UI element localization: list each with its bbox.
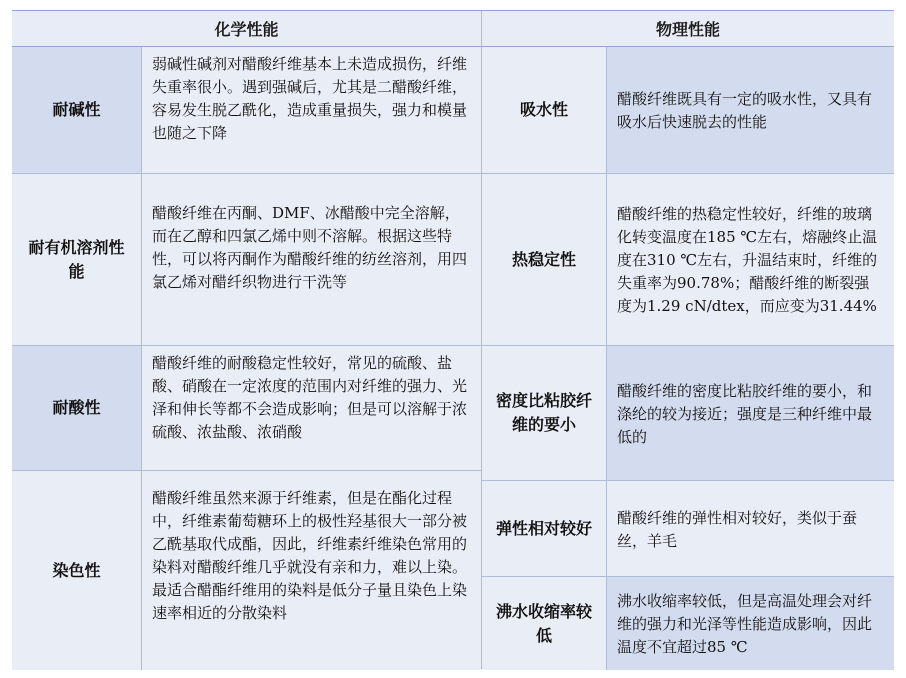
row-description [142, 174, 481, 345]
row-description-text: 醋酸纤维的热稳定性较好，纤维的玻璃化转变温度在185 ℃左右，熔融终止温度在310 ℃左右，升温结束时，纤维的失重率为90.78%；醋酸纤维的断裂强度为1.29 cN/dtex，而应变为31.44% [617, 205, 878, 315]
row-description-text: 醋酸纤维的耐酸稳定性较好，常见的硫酸、盐酸、硝酸在一定浓度的范围内对纤维的强力、光泽和伸长等都不会造成影响；但是可以溶解于浓硫酸、浓盐酸、浓硝酸 [152, 354, 468, 441]
physical-row-shrinkage [482, 577, 894, 670]
row-description [607, 47, 894, 173]
row-description [607, 481, 894, 576]
row-description [607, 577, 894, 670]
row-description-text: 醋酸纤维虽然来源于纤维素，但是在酯化过程中，纤维素葡萄糖环上的极性羟基很大一部分被乙酰基取代成酯，因此，纤维素纤维染色常用的染料对醋酸纤维几乎就没有亲和力，难以上染。最适合醋酯纤维用的染料是低分子量且染色上染速率相近的分散染料 [152, 489, 468, 622]
physical-properties-column [481, 11, 894, 668]
row-description-text: 醋酸纤维的密度比粘胶纤维的要小，和涤纶的较为接近；强度是三种纤维中最低的 [617, 381, 873, 446]
row-label: 吸水性 [482, 47, 607, 173]
row-description [142, 471, 481, 670]
row-description [142, 47, 481, 173]
chemical-row-alkali [12, 47, 481, 174]
row-description-text: 弱碱性碱剂对醋酸纤维基本上未造成损伤，纤维失重率很小。遇到强碱后，尤其是二醋酸纤维，容易发生脱乙酰化，造成重量损失，强力和模量也随之下降 [152, 55, 468, 142]
chemical-row-acid [12, 346, 481, 471]
physical-row-density [482, 346, 894, 481]
chemical-header: 化学性能 [12, 11, 481, 47]
row-description-text: 醋酸纤维既具有一定的吸水性，又具有吸水后快速脱去的性能 [617, 90, 873, 131]
row-description [607, 174, 894, 345]
row-label: 密度比粘胶纤维的要小 [482, 346, 607, 480]
properties-table [12, 10, 894, 669]
physical-header: 物理性能 [482, 11, 894, 47]
chemical-row-solvent [12, 174, 481, 346]
row-label: 热稳定性 [482, 174, 607, 345]
row-description-text: 醋酸纤维在丙酮、DMF、冰醋酸中完全溶解，而在乙醇和四氯乙烯中则不溶解。根据这些特性，可以将丙酮作为醋酸纤维的纺丝溶剂，用四氯乙烯对醋纤织物进行干洗等 [152, 204, 468, 291]
chemical-properties-column [12, 11, 481, 668]
physical-row-elasticity [482, 481, 894, 577]
row-label: 耐有机溶剂性能 [12, 174, 142, 345]
physical-row-water [482, 47, 894, 174]
row-label: 耐碱性 [12, 47, 142, 173]
chemical-row-dyeing [12, 471, 481, 670]
row-label: 沸水收缩率较低 [482, 577, 607, 670]
row-description [607, 346, 894, 480]
row-description-text: 醋酸纤维的弹性相对较好，类似于蚕丝，羊毛 [617, 508, 858, 550]
row-label: 弹性相对较好 [482, 481, 607, 576]
row-description [142, 346, 481, 470]
row-description-text: 沸水收缩率较低，但是高温处理会对纤维的强力和光泽等性能造成影响，因此温度不宜超过85 ℃ [617, 592, 873, 656]
row-label: 耐酸性 [12, 346, 142, 470]
physical-row-thermal [482, 174, 894, 346]
row-label: 染色性 [12, 471, 142, 670]
